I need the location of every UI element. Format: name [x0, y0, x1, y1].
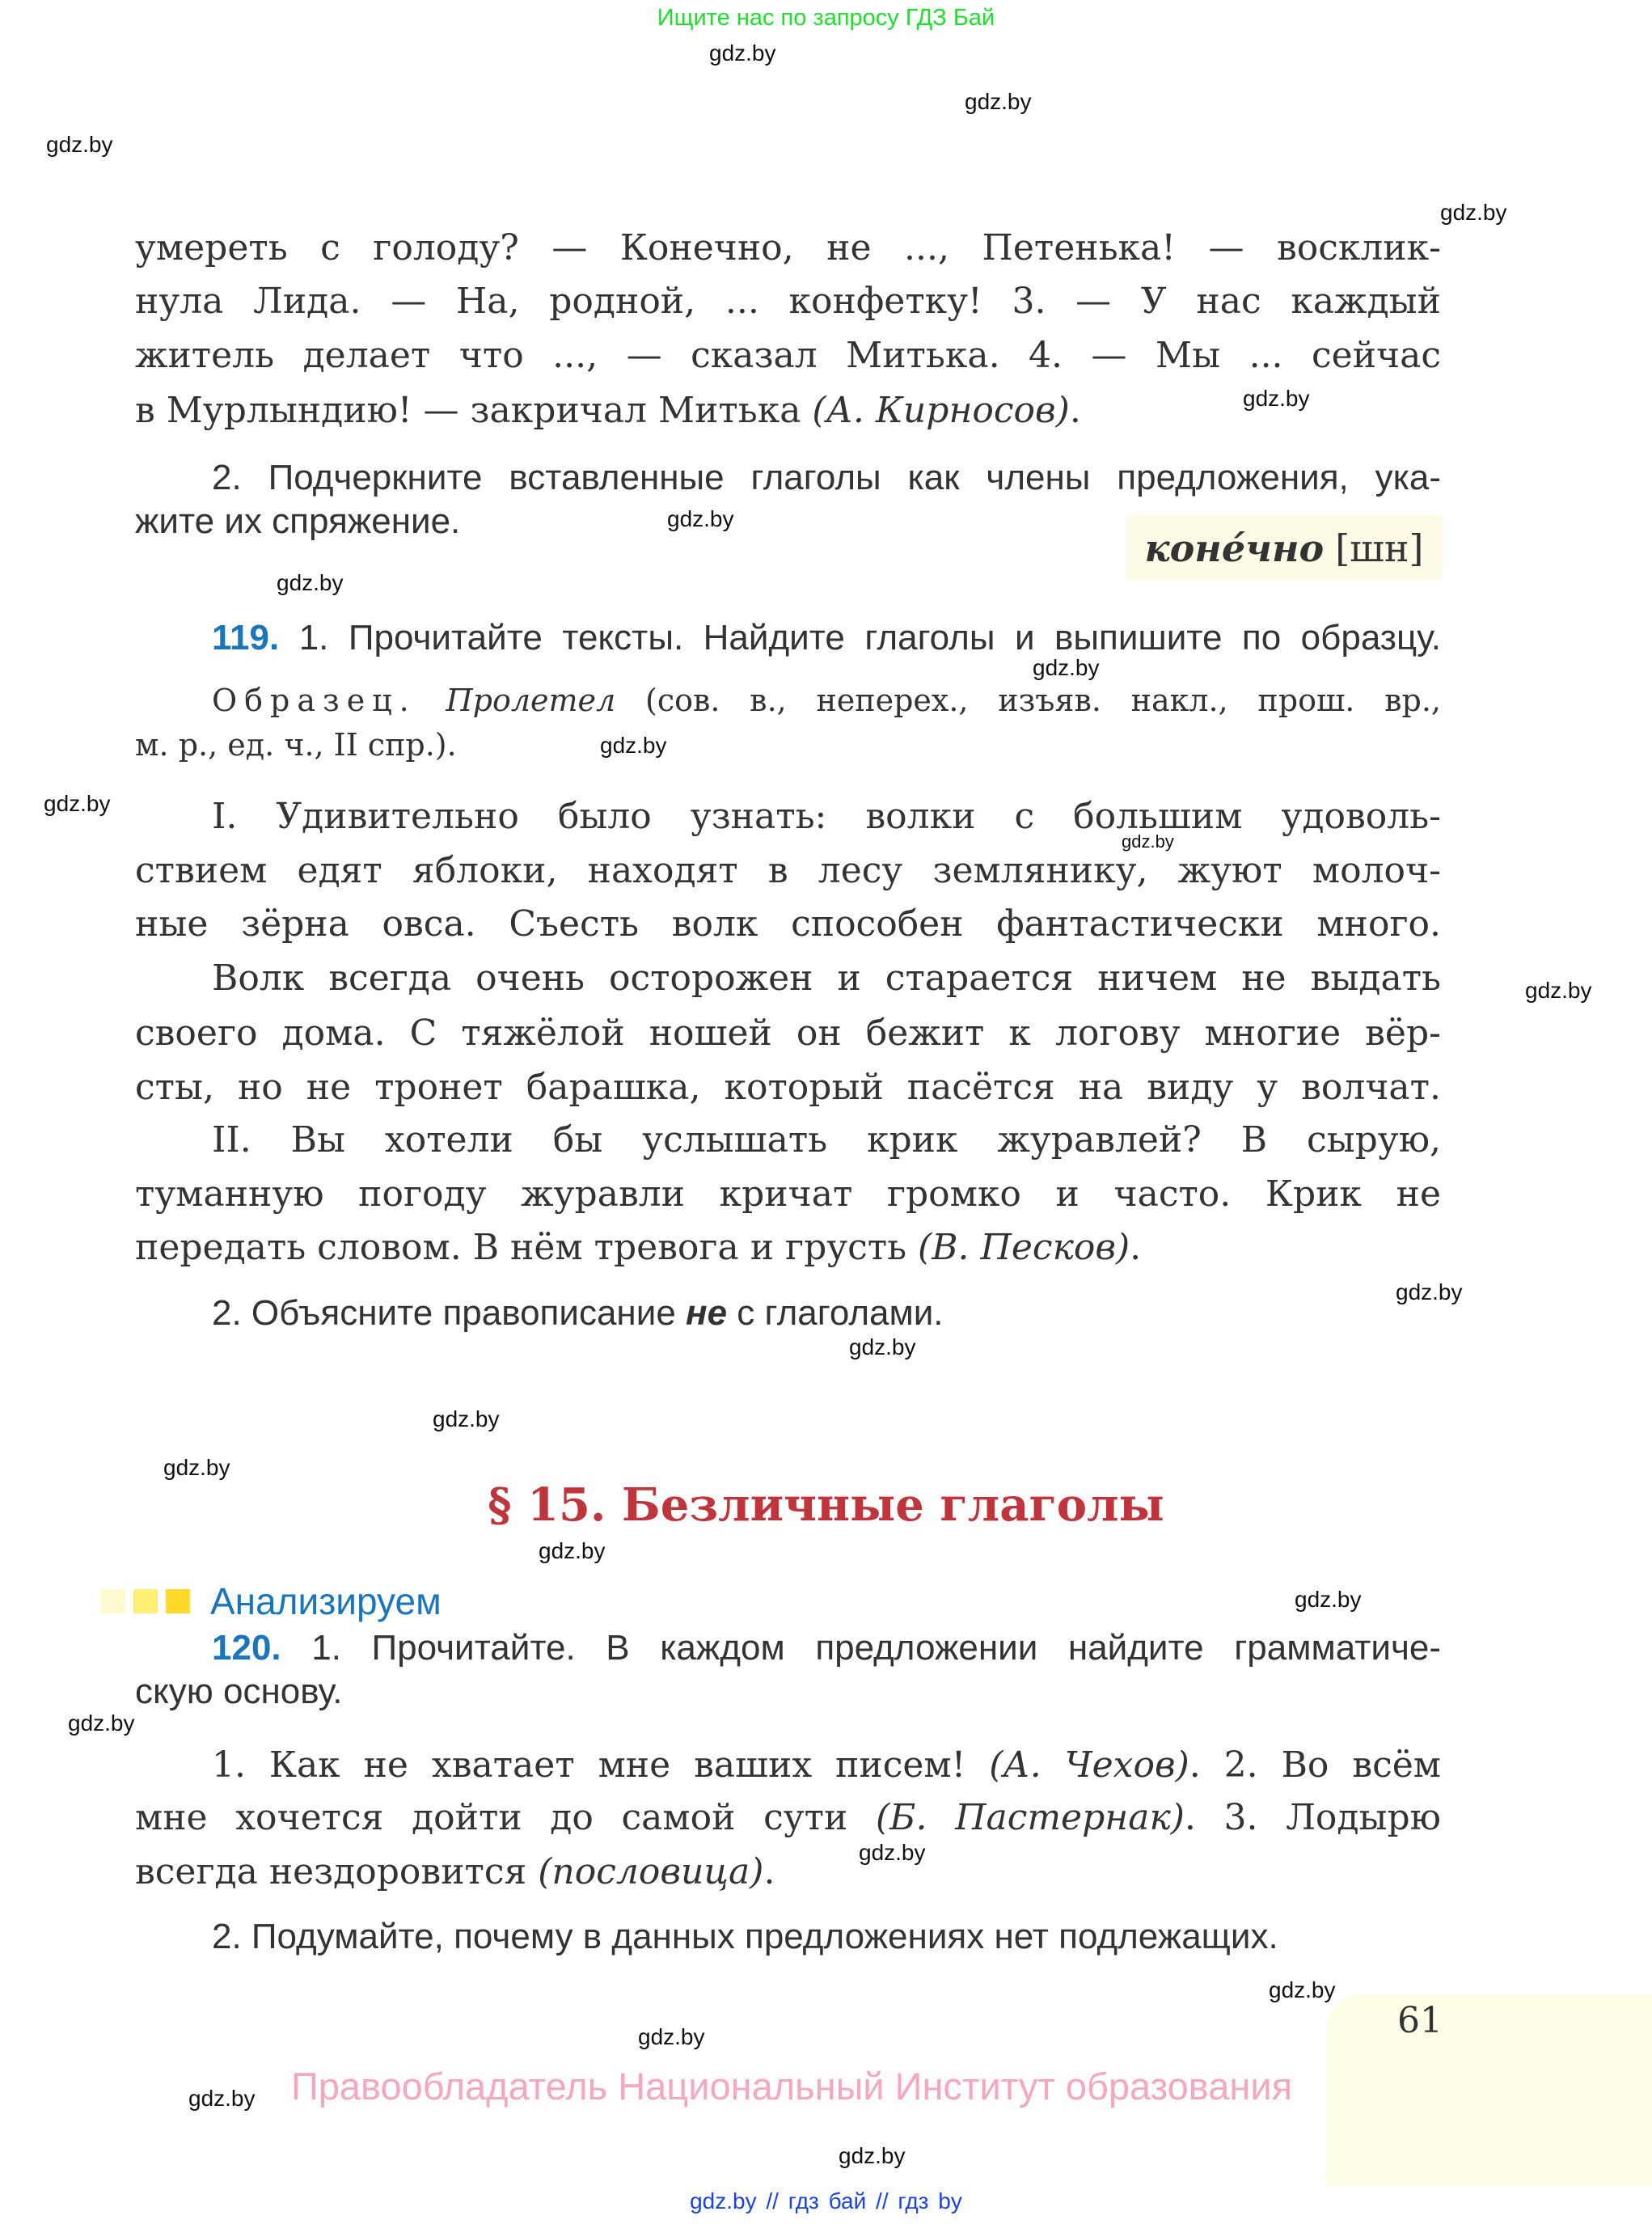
- watermark: gdz.by: [1033, 655, 1100, 680]
- exercise-119-text-line: сты, но не тронет барашка, который пасётся на виду у волчат.: [135, 1067, 1441, 1108]
- exercise-118-text-line: [135, 387, 1441, 435]
- text: . 3. Лодырю: [1184, 1797, 1441, 1838]
- sample-word: Пролетел: [446, 683, 616, 718]
- task-text: 1. Прочитайте тексты. Найдите глаголы и выпишите по образцу.: [279, 618, 1441, 657]
- exercise-119-task-2: [212, 1292, 1441, 1335]
- exercise-119-task-1: [212, 616, 1441, 660]
- watermark: gdz.by: [163, 1455, 230, 1480]
- exercise-119-text-line: туманную погоду журавли кричат громко и часто. Крик не: [135, 1173, 1441, 1215]
- text: в Мурлындию! — закричал Митька: [135, 390, 813, 431]
- exercise-118-text-line: житель делает что ..., — сказал Митька. 4. — Мы ... сейчас: [135, 335, 1441, 376]
- link-gdz-by-cyr[interactable]: гдз by: [898, 2188, 962, 2213]
- watermark: gdz.by: [433, 1406, 500, 1431]
- copyright-notice: Правообладатель Национальный Институт образования: [291, 2065, 1293, 2108]
- exercise-118-task-2: 2. Подчеркните вставленные глаголы как члены предложения, ука-: [212, 458, 1441, 497]
- exercise-119-text-line: [135, 1224, 1441, 1272]
- search-banner: Ищите нас по запросу ГДЗ Бай: [657, 5, 995, 31]
- hint-word: коне́чно: [1144, 526, 1325, 570]
- bottom-links: [0, 2188, 1652, 2215]
- exercise-120-text-line: [212, 1741, 1441, 1790]
- watermark: gdz.by: [859, 1840, 926, 1865]
- exercise-118-text-line: умереть с голоду? — Конечно, не ..., Петенька! — восклик-: [135, 227, 1441, 268]
- watermark: gdz.by: [44, 791, 111, 816]
- watermark: gdz.by: [1243, 386, 1310, 411]
- text: . 2. Во всём: [1189, 1744, 1441, 1786]
- text: .: [763, 1851, 775, 1892]
- exercise-number: 120.: [212, 1628, 281, 1668]
- text: .: [1069, 390, 1081, 431]
- link-gdz-by[interactable]: gdz.by: [690, 2188, 757, 2213]
- author-citation: (А. Кирносов): [812, 390, 1070, 431]
- exercise-120-task-1: [212, 1626, 1441, 1670]
- exercise-119-text-line: ствием едят яблоки, находят в лесу землянику, жуют молоч-: [135, 850, 1441, 891]
- sample-grammar: (сов. в., неперех., изъяв. накл., прош. вр.,: [615, 683, 1441, 718]
- watermark: gdz.by: [1295, 1587, 1362, 1612]
- sample-line: [212, 679, 1441, 721]
- exercise-number: 119.: [212, 618, 280, 657]
- page-number-block: [1327, 1994, 1652, 2186]
- watermark: gdz.by: [46, 132, 113, 157]
- watermark: gdz.by: [600, 733, 667, 758]
- exercise-119-text-line: I. Удивительно было узнать: волки с большим удоволь-: [212, 796, 1441, 837]
- exercise-119-text-line: Волк всегда очень осторожен и старается ничем не выдать: [212, 958, 1441, 999]
- hint-pronunciation: [шн]: [1335, 526, 1424, 570]
- watermark: gdz.by: [709, 40, 776, 66]
- sample-label: Образец.: [212, 683, 416, 718]
- watermark: gdz.by: [849, 1334, 916, 1359]
- text: мне хочется дойти до самой сути: [135, 1797, 876, 1838]
- emphasis-ne: не: [686, 1293, 728, 1333]
- link-separator: //: [876, 2188, 889, 2213]
- task-text: с глаголами.: [727, 1293, 944, 1333]
- author-citation: (Б. Пастернак): [875, 1797, 1185, 1838]
- exercise-119-text-line: II. Вы хотели бы услышать крик журавлей? В сырую,: [212, 1119, 1441, 1161]
- rubric-analyze: [101, 1580, 442, 1622]
- text: 1. Как не хватает мне ваших писем!: [212, 1744, 990, 1786]
- author-citation: (пословица): [538, 1851, 764, 1892]
- link-separator: //: [766, 2188, 779, 2213]
- watermark: gdz.by: [965, 89, 1032, 114]
- watermark: gdz.by: [1525, 978, 1592, 1003]
- exercise-119-text-line: своего дома. С тяжёлой ношей он бежит к логову многие вёр-: [135, 1013, 1441, 1054]
- task-text: 2. Объясните правописание: [212, 1293, 687, 1333]
- section-heading: § 15. Безличные глаголы: [488, 1478, 1164, 1532]
- text: передать словом. В нём тревога и грусть: [135, 1227, 919, 1268]
- watermark: gdz.by: [638, 2024, 705, 2049]
- watermark: gdz.by: [1440, 200, 1507, 225]
- watermark: gdz.by: [1396, 1279, 1463, 1304]
- exercise-118-task-2-cont: жите их спряжение.: [135, 501, 461, 541]
- exercise-120-task-1-cont: скую основу.: [135, 1672, 343, 1711]
- watermark: gdz.by: [1122, 831, 1174, 852]
- text: .: [1130, 1227, 1142, 1268]
- watermark: gdz.by: [188, 2086, 256, 2111]
- author-citation: (А. Чехов): [989, 1744, 1189, 1786]
- sample-line-cont: м. р., ед. ч., II спр.).: [135, 727, 457, 763]
- watermark: gdz.by: [277, 570, 344, 595]
- exercise-119-text-line: ные зёрна овса. Съесть волк способен фантастически много.: [135, 903, 1441, 945]
- text: всегда нездоровится: [135, 1851, 539, 1892]
- pronunciation-hint-box: [1126, 515, 1442, 581]
- page-number: 61: [1397, 2000, 1443, 2041]
- watermark: gdz.by: [667, 506, 734, 531]
- exercise-120-task-2: 2. Подумайте, почему в данных предложениях нет подлежащих.: [212, 1917, 1278, 1956]
- task-text: 1. Прочитайте. В каждом предложении найдите грамматиче-: [281, 1628, 1441, 1668]
- exercise-120-text-line: [135, 1794, 1441, 1842]
- watermark: gdz.by: [539, 1538, 606, 1563]
- exercise-120-text-line: [135, 1848, 1441, 1896]
- exercise-118-text-line: нула Лида. — На, родной, ... конфетку! 3. — У нас каждый: [135, 281, 1441, 322]
- watermark: gdz.by: [68, 1710, 135, 1736]
- watermark: gdz.by: [1269, 1977, 1336, 2002]
- rubric-square-icon: [133, 1589, 158, 1613]
- rubric-label: Анализируем: [210, 1580, 442, 1622]
- rubric-square-icon: [166, 1589, 190, 1613]
- author-citation: (В. Песков): [918, 1227, 1130, 1268]
- watermark: gdz.by: [839, 2143, 906, 2168]
- rubric-square-icon: [101, 1589, 125, 1613]
- link-gdz-bai[interactable]: гдз бай: [788, 2188, 867, 2213]
